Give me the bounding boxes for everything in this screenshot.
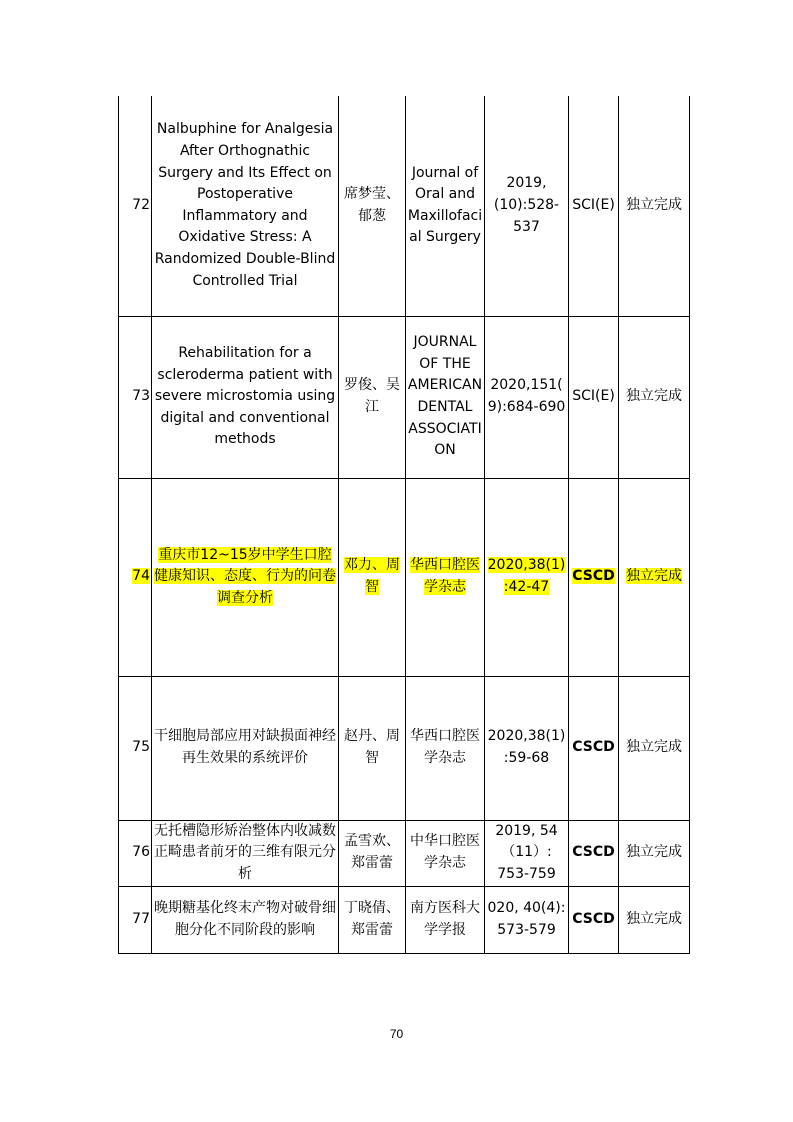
citation: 2020,151(9):684-690 [485,316,569,478]
row-number: 74 [119,478,152,676]
completion-role: 独立完成 [619,96,690,316]
table-row [119,316,690,478]
paper-authors: 丁晓倩、郑雷蕾 [339,886,406,953]
index-level: SCI(E) [569,96,619,316]
completion-role: 独立完成 [619,820,690,886]
journal-name: 南方医科大学学报 [406,886,485,953]
citation: 2020,38(1):42-47 [485,478,569,676]
index-level: CSCD [569,820,619,886]
row-number: 72 [119,96,152,316]
index-level: CSCD [569,478,619,676]
row-number: 75 [119,676,152,820]
completion-role: 独立完成 [619,676,690,820]
paper-title: 无托槽隐形矫治整体内收减数正畸患者前牙的三维有限元分析 [152,820,339,886]
completion-role: 独立完成 [619,886,690,953]
journal-name: 华西口腔医学杂志 [406,676,485,820]
paper-authors: 席梦莹、郁葱 [339,96,406,316]
index-level: CSCD [569,676,619,820]
index-level: CSCD [569,886,619,953]
paper-authors: 邓力、周智 [339,478,406,676]
paper-authors: 赵丹、周智 [339,676,406,820]
paper-title: 晚期糖基化终末产物对破骨细胞分化不同阶段的影响 [152,886,339,953]
citation: 2020,38(1):59-68 [485,676,569,820]
table-row [119,886,690,953]
completion-role: 独立完成 [619,316,690,478]
paper-authors: 孟雪欢、郑雷蕾 [339,820,406,886]
paper-title: 重庆市12~15岁中学生口腔健康知识、态度、行为的问卷调查分析 [152,478,339,676]
page-number: 70 [389,1027,404,1041]
table-row-highlighted [119,478,690,676]
paper-title: Rehabilitation for a scleroderma patient with severe microstomia using digital and conventional methods [152,316,339,478]
citation: 2019, 54（11）: 753-759 [485,820,569,886]
row-number: 77 [119,886,152,953]
paper-title: Nalbuphine for Analgesia After Orthognathic Surgery and Its Effect on Postoperative Inflammatory and Oxidative Stress: A Randomized Double-Blind Controlled Trial [152,96,339,316]
journal-name: JOURNAL OF THE AMERICAN DENTAL ASSOCIATION [406,316,485,478]
journal-name: Journal of Oral and Maxillofacial Surgery [406,96,485,316]
row-number: 73 [119,316,152,478]
table-row [119,676,690,820]
citation: 2019,(10):528-537 [485,96,569,316]
publication-table [118,96,690,954]
journal-name: 华西口腔医学杂志 [406,478,485,676]
completion-role: 独立完成 [619,478,690,676]
paper-title: 干细胞局部应用对缺损面神经再生效果的系统评价 [152,676,339,820]
journal-name: 中华口腔医学杂志 [406,820,485,886]
citation: 020, 40(4): 573-579 [485,886,569,953]
table-row [119,820,690,886]
row-number: 76 [119,820,152,886]
paper-authors: 罗俊、吴江 [339,316,406,478]
index-level: SCI(E) [569,316,619,478]
table-row [119,96,690,316]
